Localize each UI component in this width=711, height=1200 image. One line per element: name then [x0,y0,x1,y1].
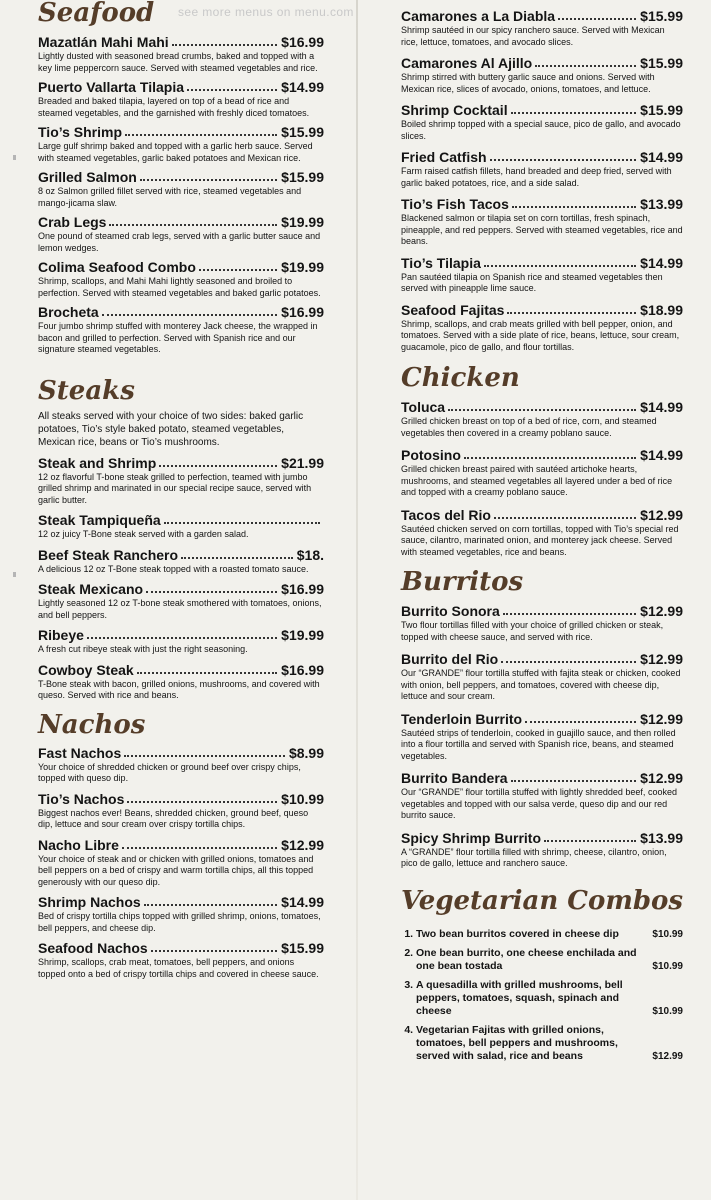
dot-leader [125,134,277,136]
menu-item-price: $12.99 [640,770,683,786]
menu-item-header [401,8,683,24]
menu-item [38,455,324,507]
combo-description: 4. Vegetarian Fajitas with grilled onions, tomatoes, bell peppers and mushrooms, served with salad, rice and beans [416,1023,618,1062]
menu-item-price: $16.99 [281,34,324,50]
menu-item-header [38,837,324,853]
combo-price: $10.99 [652,960,683,972]
menu-item-header [401,651,683,667]
dot-leader [102,314,277,316]
combo-item [416,928,683,941]
menu-item-name: Grilled Salmon [38,169,137,185]
menu-item-price: $14.99 [281,894,324,910]
menu-item-description: A fresh cut ribeye steak with just the right seasoning. [38,644,248,654]
menu-item-description: 12 oz juicy T-Bone steak served with a garden salad. [38,529,249,539]
section-title-nachos: Nachos [38,709,146,740]
menu-item-price: $15.99 [640,8,683,24]
menu-item-header [38,581,324,597]
menu-item [401,770,683,822]
dot-leader [164,522,320,524]
menu-item-header [38,169,324,185]
menu-item-header [38,214,324,230]
dot-leader [484,265,636,267]
menu-item-name: Ribeye [38,627,84,643]
dot-leader [137,672,277,674]
menu-item-price: $18.99 [640,301,683,318]
menu-item [38,547,324,576]
dot-leader [494,517,636,519]
combo-item [416,979,683,1018]
menu-item [38,627,324,656]
menu-item-price: $14.99 [640,254,683,271]
dot-leader [525,721,636,723]
left-column [38,0,324,986]
combo-item [416,1024,683,1063]
menu-item-description: Blackened salmon or tilapia set on corn tortillas, fresh spinach, pineapple, and red peppers. Served with steamed vegetables, rice and beans. [401,213,683,246]
menu-item-description: T-Bone steak with bacon, grilled onions, mushrooms, and covered with queso. Served with rice and beans. [38,678,320,700]
dot-leader [124,755,285,757]
menu-item-header [401,302,683,318]
dot-leader [151,950,277,952]
menu-item-name: Tio’s Tilapia [401,254,481,271]
menu-item-name: Camarones a La Diabla [401,8,556,24]
menu-item-name: Shrimp Nachos [38,894,141,910]
section-title-vegetarian-combos: Vegetarian Combos [401,885,683,916]
menu-item-price: $14.99 [640,447,683,463]
menu-item-description: Shrimp, scallops, and Mahi Mahi lightly seasoned and broiled to perfection. Served with steamed vegetables and baked garlic potatoes. [38,276,321,298]
menu-item-description: Shrimp sautéed in our spicy ranchero sauce. Served with Mexican rice, lettuce, tomatoes, and avocado slices. [401,25,665,47]
section-title-seafood: Seafood [38,0,155,28]
menu-item-description: Shrimp, scallops, crab meat, tomatoes, bell peppers, and onions topped onto a bed of crispy tortilla chips and covered in cheese sauce. [38,957,319,979]
menu-item-description: Grilled chicken breast paired with sautéed artichoke hearts, mushrooms, and steamed vegetables all layered under a bed of rice and topped with a creamy poblano sauce. [401,464,673,497]
menu-item [401,8,683,48]
menu-item [38,259,324,299]
menu-item-name: Spicy Shrimp Burrito [401,829,542,846]
dot-leader [507,312,636,314]
menu-item-price: $19.99 [281,214,324,230]
menu-item-description: 8 oz Salmon grilled fillet served with rice, steamed vegetables and mango-jicama slaw. [38,186,302,208]
menu-item [38,581,324,621]
dot-leader [109,224,277,226]
edge-mark [13,572,16,577]
menu-item [38,745,324,785]
menu-item-name: Mazatlán Mahi Mahi [38,34,169,50]
dot-leader [87,637,277,639]
menu-item [401,447,683,499]
combo-description: 2. One bean burrito, one cheese enchilada and one bean tostada [416,946,637,972]
dot-leader [199,269,277,271]
menu-item-header [38,124,324,140]
menu-item-price: $15.99 [281,169,324,185]
menu-item-description: Large gulf shrimp baked and topped with a garlic herb sauce. Served with steamed vegetables, garlic baked potatoes and Mexican rice. [38,141,313,163]
menu-item-header [401,507,683,523]
dot-leader [558,18,636,20]
menu-item [38,512,324,541]
menu-item-header [401,447,683,463]
menu-item-price: $15.99 [640,102,683,118]
menu-item-price: $14.99 [640,399,683,415]
combo-description: 1. Two bean burritos covered in cheese dip [416,927,619,940]
menu-item-price: $15.99 [281,124,324,140]
menu-item-name: Seafood Fajitas [401,301,505,318]
menu-item-header [401,603,683,619]
menu-item-header [38,34,324,50]
menu-item-header [38,304,324,320]
menu-item-header [38,791,324,807]
menu-item-price: $16.99 [281,581,324,597]
menu-item [38,791,324,831]
menu-item [401,711,683,763]
menu-item [401,399,683,439]
dot-leader [172,44,277,46]
menu-item-description: Biggest nachos ever! Beans, shredded chicken, ground beef, queso dip, lettuce and sour cream over crispy tortilla chips. [38,807,309,829]
menu-item-header [401,55,683,71]
menu-item-description: Sautéed chicken served on corn tortillas, topped with Tio’s special red sauce, cilantro, marinated onion, and monterey jack cheese. Served with steamed vegetables, rice and beans. [401,523,679,557]
menu-item-description: Bed of crispy tortilla chips topped with grilled shrimp, onions, tomatoes, bell peppers, and cheese dip. [38,911,321,933]
menu-item-name: Brocheta [38,304,99,320]
menu-item-description: Grilled chicken breast on top of a bed of rice, corn, and steamed vegetables then covered in a creamy poblano sauce. [401,416,657,438]
menu-item-price: $10.99 [281,790,324,807]
menu-item-description: Your choice of steak and or chicken with grilled onions, tomatoes and bell peppers on a bed of crispy and warm tortilla chips, all this topped generously with our queso dip. [38,853,314,887]
menu-item-name: Fried Catfish [401,149,487,165]
section-title-chicken: Chicken [401,363,520,393]
dot-leader [511,112,637,114]
menu-item-name: Beef Steak Ranchero [38,546,179,563]
burritos-items [401,603,683,870]
menu-item-price: $8.99 [288,744,324,761]
steaks-note: All steaks served with your choice of two sides: baked garlic potatoes, Tio’s style baked potato, steamed vegetables, Mexican rice, beans or Tio’s mushrooms. [38,410,304,448]
menu-item-description: Our “GRANDE” flour tortilla stuffed with fajita steak or chicken, cooked with onion, bell peppers, and tomatoes, covered with cheese dip, lettuce and sour cream. [401,668,681,701]
edge-mark [13,155,16,160]
menu-item-description: Four jumbo shrimp stuffed with monterey Jack cheese, the wrapped in bacon and grilled to perfection. Served with Spanish rice and our signature steamed vegetables. [38,321,318,354]
dot-leader [122,847,277,849]
menu-item-description: Farm raised catfish fillets, hand breaded and deep fried, served with garlic baked potatoes, rice, and a side salad. [401,166,672,188]
menu-item-name: Seafood Nachos [38,940,148,956]
menu-item-price: $19.99 [281,259,324,275]
watermark: see more menus on menu.com [178,5,354,19]
menu-item-name: Potosino [401,447,461,463]
dot-leader [146,591,277,593]
menu-item-header [401,196,683,212]
menu-item-name: Puerto Vallarta Tilapia [38,79,185,95]
seafood-items [38,34,324,356]
menu-item-header [38,662,324,678]
menu-item-price: $15.99 [640,55,683,71]
menu-item-description: Shrimp stirred with buttery garlic sauce and onions. Served with Mexican rice, slices of avocado, onions, tomatoes, and lettuce. [401,72,655,94]
menu-item-description: Sautéed strips of tenderloin, cooked in guajillo sauce, and then rolled into a flour tortilla and served with Spanish rice, beans, and steamed vegetables. [401,727,676,761]
combo-price: $10.99 [652,928,683,940]
dot-leader [448,409,636,411]
chicken-items [401,399,683,558]
menu-item-price: $14.99 [281,79,324,95]
dot-leader [512,206,636,208]
menu-item [38,940,324,980]
combo-price: $12.99 [652,1050,683,1062]
dot-leader [159,465,277,467]
menu-item [401,255,683,295]
menu-item-price: $13.99 [640,196,683,212]
menu-item-name: Burrito Sonora [401,603,500,619]
menu-item-header [38,627,324,643]
menu-item-description: 12 oz flavorful T-bone steak grilled to perfection, teamed with jumbo grilled shrimp and marinated in our special recipe sauce, served with garlic butter. [38,471,312,505]
menu-item-description: Pan sautéed tilapia on Spanish rice and steamed vegetables then served with pineapple lime sauce. [401,271,663,293]
menu-item-description: A “GRANDE” flour tortilla filled with shrimp, cheese, cilantro, onion, pico de gallo, lettuce and ranchero sauce. [401,846,667,868]
menu-item-header [401,149,683,165]
menu-item-description: Two flour tortillas filled with your choice of grilled chicken or steak, topped with cheese sauce, and served with rice. [401,620,664,642]
menu-item-name: Tio’s Nachos [38,790,125,807]
dot-leader [501,661,636,663]
menu-item-header [401,770,683,786]
menu-item-description: Breaded and baked tilapia, layered on top of a bead of rice and steamed vegetables, and the garnished with freshly diced tomatoes. [38,96,310,118]
menu-item-name: Tio’s Shrimp [38,124,123,140]
menu-item-name: Tenderloin Burrito [401,710,523,727]
menu-item-name: Crab Legs [38,214,107,230]
menu-item [401,603,683,643]
menu-item-name: Burrito Bandera [401,770,508,786]
menu-item [38,169,324,209]
menu-item-name: Shrimp Cocktail [401,102,508,118]
menu-item-price: $12.99 [281,836,324,853]
menu-item [38,79,324,119]
menu-item-price: $16.99 [281,661,324,678]
section-title-burritos: Burritos [401,567,524,597]
menu-item [38,894,324,934]
menu-item-name: Colima Seafood Combo [38,259,196,275]
steaks-items [38,455,324,702]
page-fold [356,0,358,1200]
menu-item-name: Steak Tampiqueña [38,512,161,528]
section-title-steaks: Steaks [38,375,135,406]
dot-leader [503,613,636,615]
menu-item-description: Shrimp, scallops, and crab meats grilled with bell pepper, onion, and tomatoes. Served with a side plate of rice, beans, lettuce, sour cream, guacamole, pico de gallo, and flour tortillas. [401,318,680,352]
right-column [401,0,683,1069]
menu-item-price: $12.99 [640,651,683,667]
dot-leader [181,557,293,559]
menu-item [38,837,324,889]
menu-item-name: Camarones Al Ajillo [401,55,533,71]
combo-item [416,947,683,973]
menu-item-price: $19.99 [281,627,324,643]
menu-item-name: Cowboy Steak [38,661,134,678]
combo-description: 3. A quesadilla with grilled mushrooms, bell peppers, tomatoes, squash, spinach and cheese [416,978,623,1017]
menu-item-price: $16.99 [281,304,324,320]
menu-item-description: Your choice of shredded chicken or ground beef over crispy chips, topped with queso dip. [38,761,301,783]
menu-item [401,149,683,189]
dot-leader [511,780,637,782]
dot-leader [187,89,277,91]
menu-item-header [38,940,324,956]
menu-item [38,304,324,356]
dot-leader [464,457,636,459]
menu-item-header [38,512,324,528]
menu-item-price: $21.99 [281,454,324,471]
menu-item-name: Steak Mexicano [38,581,144,597]
menu-item-name: Steak and Shrimp [38,454,157,471]
menu-item-header [38,259,324,275]
menu-item-price: $12.99 [640,710,683,727]
menu-item-description: A delicious 12 oz T-Bone steak topped with a roasted tomato sauce. [38,563,309,574]
menu-item-name: Tacos del Rio [401,506,491,523]
menu-item-name: Fast Nachos [38,744,122,761]
menu-item-header [38,547,324,563]
menu-item-name: Tio’s Fish Tacos [401,196,509,212]
menu-item-header [401,255,683,271]
menu-item-description: One pound of steamed crab legs, served with a garlic butter sauce and lemon wedges. [38,231,321,253]
dot-leader [144,904,277,906]
menu-item-header [38,79,324,95]
menu-item [38,124,324,164]
menu-item-header [38,894,324,910]
menu-item-header [401,830,683,846]
menu-item-header [38,455,324,471]
menu-item [401,102,683,142]
menu-item-header [38,745,324,761]
dot-leader [127,801,277,803]
menu-item-name: Toluca [401,399,446,415]
combo-price: $10.99 [652,1005,683,1017]
menu-item-price: $13.99 [640,829,683,846]
menu-item-header [401,102,683,118]
dot-leader [544,840,636,842]
menu-item-price: $15.99 [281,940,324,956]
dot-leader [490,159,637,161]
menu-item [401,55,683,95]
menu-item-price: $18. [296,546,324,563]
dot-leader [140,179,277,181]
menu-item [401,830,683,870]
menu-item [401,651,683,703]
dot-leader [535,65,636,67]
menu-item [401,507,683,559]
menu-item [38,662,324,702]
menu-item-header [401,399,683,415]
menu-item-description: Lightly seasoned 12 oz T-bone steak smothered with tomatoes, onions, and bell peppers. [38,598,322,620]
menu-item-price: $14.99 [640,149,683,165]
menu-item-name: Nacho Libre [38,836,119,853]
menu-item [401,302,683,354]
menu-item-name: Burrito del Rio [401,651,499,667]
menu-item [38,214,324,254]
menu-item-header [401,711,683,727]
menu-item-description: Boiled shrimp topped with a special sauce, pico de gallo, and avocado slices. [401,119,681,141]
menu-item-description: Our “GRANDE” flour tortilla stuffed with lightly shredded beef, cooked vegetables and topped with our salsa verde, queso dip and our red burrito sauce. [401,787,677,820]
menu-item-description: Lightly dusted with seasoned bread crumbs, baked and topped with a key lime peppercorn sauce. Served with steamed vegetables and rice. [38,51,318,73]
menu-item-price: $12.99 [640,603,683,619]
nachos-items [38,745,324,981]
menu-item [401,196,683,248]
menu-item-price: $12.99 [640,506,683,523]
menu-item [38,34,324,74]
vegetarian-combo-list [401,928,683,1063]
seafood-continued-items [401,8,683,353]
